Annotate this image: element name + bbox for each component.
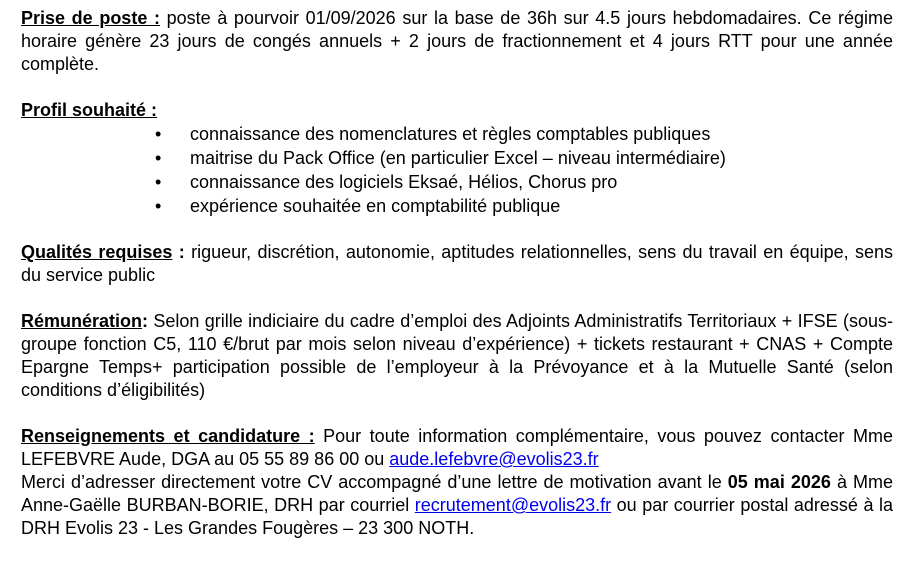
list-item [21, 194, 893, 218]
renseignements-application-paragraph [21, 471, 893, 540]
qualites-text: rigueur, discrétion, autonomie, aptitudes relationnelles, sens du travail en équipe, sens du service public [21, 242, 894, 285]
profil-item-text: maitrise du Pack Office (en particulier Excel – niveau intermédiaire) [190, 148, 726, 168]
remuneration-heading: Rémunération [21, 311, 143, 331]
section-qualites-requises [21, 241, 893, 287]
renseignements-heading: Renseignements et candidature : [21, 426, 315, 446]
profil-item-text: connaissance des logiciels Eksaé, Hélios, Chorus pro [190, 172, 618, 192]
profil-item-text: expérience souhaitée en comptabilité publique [190, 196, 561, 216]
remuneration-text: Selon grille indiciaire du cadre d’emploi des Adjoints Administratifs Territoriaux + IFSE (sous-groupe fonction C5, 110 €/brut par mois selon niveau d’expérience) + tickets restaurant + CNAS + Compte Epargne Temps+ participation possible de l’employeur à la Prévoyance et à la Mutuelle Santé (selon conditions d’éligibilités) [21, 311, 893, 400]
application-text-start: Merci d’adresser directement votre CV accompagné d’une lettre de motivation avant le [21, 472, 728, 492]
bullet-icon: • [155, 196, 162, 216]
section-prise-de-poste [21, 7, 893, 76]
renseignements-contact-paragraph [21, 425, 893, 471]
bullet-icon: • [155, 172, 162, 192]
profil-item-text: connaissance des nomenclatures et règles comptables publiques [190, 124, 711, 144]
qualites-heading: Qualités requises [21, 242, 173, 262]
application-text-middle: à Mme Anne-Gaëlle BURBAN-BORIE, DRH par courriel [21, 472, 893, 515]
profil-bullet-list [21, 122, 893, 218]
qualites-separator: : [172, 242, 192, 262]
application-text-end: ou par courrier postal adressé à la DRH Evolis 23 - Les Grandes Fougères – 23 300 NOTH. [21, 495, 893, 538]
profil-heading: Profil souhaité : [21, 100, 158, 120]
remuneration-separator: : [142, 311, 149, 331]
section-remuneration [21, 310, 893, 402]
list-item [21, 122, 893, 146]
recruitment-email-link[interactable]: recrutement@evolis23.fr [414, 495, 612, 515]
bullet-icon: • [155, 148, 162, 168]
list-item [21, 146, 893, 170]
prise-de-poste-text: poste à pourvoir 01/09/2026 sur la base de 36h sur 4.5 jours hebdomadaires. Ce régime horaire génère 23 jours de congés annuels + 2 jours de fractionnement et 4 jours RTT pour une année complète. [21, 8, 893, 74]
renseignements-intro: Pour toute information complémentaire, vous pouvez contacter Mme LEFEBVRE Aude, DGA au 05 55 89 86 00 ou [21, 426, 894, 469]
application-deadline: 05 mai 2026 [727, 472, 831, 492]
section-renseignements [21, 425, 893, 540]
contact-email-link[interactable]: aude.lefebvre@evolis23.fr [389, 449, 599, 469]
section-profil-souhaite [21, 99, 893, 218]
bullet-icon: • [155, 124, 162, 144]
list-item [21, 170, 893, 194]
prise-de-poste-heading: Prise de poste : [21, 8, 160, 28]
